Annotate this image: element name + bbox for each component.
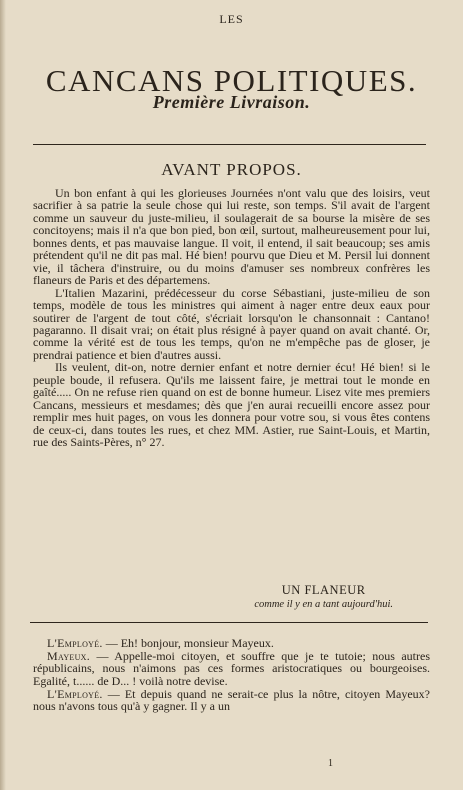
dialogue-line (33, 688, 430, 713)
page-number: 1 (328, 758, 333, 769)
signature-block (254, 583, 393, 610)
dialogue-speech: — Appelle-moi citoyen, et souffre que je te tutoie; nous autres républicains, nous n'aimons pas ces formes aristocratiques ou bourgeoises. Egalité, t...... de D... ! voilà notre devise. (33, 648, 430, 688)
page-title: CANCANS POLITIQUES. (45, 62, 418, 98)
preface-paragraph-3: Ils veulent, dit-on, notre dernier enfant et notre dernier écu! Hé bien! si le peuple boude, il refusera. Qu'ils me laissent faire, je mettrai tout le monde en gaîté..... On ne refuse rien quand on est de bonne humeur. Lisez vite mes premiers Cancans, messieurs et mesdames; dès que j'en aurai recueilli encore assez pour remplir mes huit pages, on vous les donnera pour votre sou, si vous êtes contens de ceux-ci, dans toutes les rues, et chez MM. Astier, rue Saint-Louis, et Martin, rue des Saints-Pères, n° 27. (33, 360, 430, 450)
dialogue-line (33, 650, 430, 687)
dialogue-speech: — Et depuis quand ne serait-ce plus la nôtre, citoyen Mayeux? nous n'avons tous qu'à y gagner. Il y a un (33, 686, 430, 714)
preface-paragraph-1: Un bon enfant à qui les glorieuses Journées n'ont valu que des loisirs, veut sacrifier à sa patrie la seule chose qui lui reste, son temps. S'il avait de l'argent comme un sauveur du juste-milieu, il soulagerait de sa bourse la misère de ses concitoyens; mais il n'a que bon pied, bon œil, surtout, malheureusement pour lui, bonnes dents, et pas mauvaise langue. Il voit, il entend, il sait beaucoup; ses amis prétendent qu'il ne dit pas mal. Hé bien! pourvu que Dieu et M. Persil lui donnent vie, il tâchera d'instruire, ou du moins d'amuser ses nombreux confrères les flaneurs de Paris et des départemens. (33, 186, 430, 288)
page-edge-shadow (0, 0, 6, 790)
issue-subtitle: Première Livraison. (152, 92, 311, 112)
dialogue-speaker: Mayeux. (47, 648, 91, 663)
dialogue-line (33, 637, 430, 649)
dialogue-speaker: L'Employé. (47, 686, 103, 701)
signature-note: comme il y en a tant aujourd'hui. (254, 599, 393, 610)
dialogue-text (33, 637, 430, 713)
dialogue-speech: — Eh! bonjour, monsieur Mayeux. (102, 636, 274, 650)
signature-name: UN FLANEUR (281, 583, 366, 597)
preface-paragraph-2: L'Italien Mazarini, prédécesseur du corse Sébastiani, juste-milieu de son temps, modèle de tous les ministres qui aiment à nager entre deux eaux pour soutirer de l'argent de tout côté, s'écriait lorsqu'on le chansonnait : Cantano! pagaranno. Il disait vrai; on était plus résigné à payer quand on avait chanté. Or, comme la vérité est de tous les temps, qu'on ne m'empêche pas de gloser, je prendrai patience et bien d'autres aussi. (33, 285, 430, 362)
dialogue-divider (30, 622, 428, 623)
preface-text (33, 187, 430, 449)
title-prefix: LES (219, 12, 244, 26)
top-divider (33, 144, 426, 145)
dialogue-speaker: L'Employé. (47, 636, 103, 650)
preface-heading: AVANT PROPOS. (161, 160, 302, 179)
